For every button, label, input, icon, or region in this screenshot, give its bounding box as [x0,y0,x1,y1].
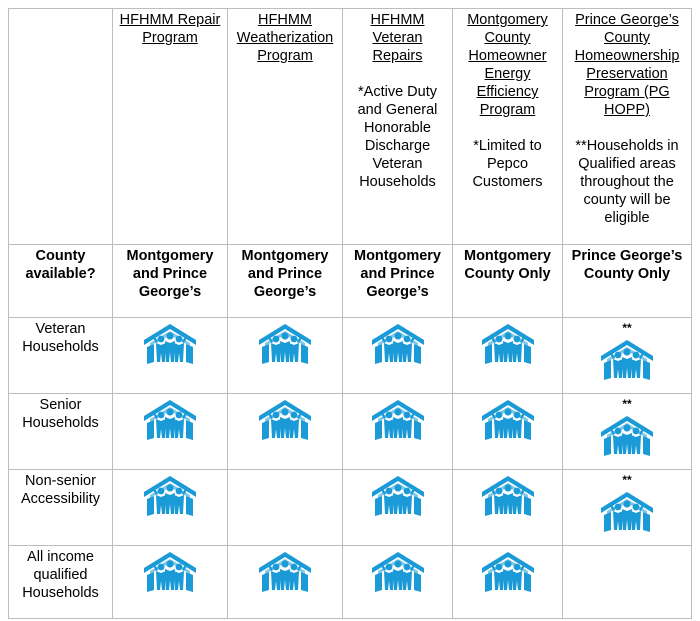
habitat-logo-icon [598,412,656,458]
cell-content [567,472,687,534]
row-label: Veteran Households [9,318,113,394]
column-note: *Active Duty and General Honorable Discharge Veteran Households [357,84,438,190]
asterisk-note: ** [622,321,632,335]
habitat-logo-icon [369,320,427,366]
table-cell [113,470,228,546]
table-cell [113,318,228,394]
program-eligibility-table [8,8,692,619]
row-label: Non-senior Accessibility [9,470,113,546]
column-note: *Limited to Pepco Customers [472,138,543,190]
habitat-logo-icon [141,396,199,442]
habitat-logo-icon [141,472,199,518]
habitat-logo-icon [256,548,314,594]
habitat-logo-icon [479,548,537,594]
table-cell [453,318,563,394]
county-value: Montgomery County Only [453,245,563,318]
cell-content [567,320,687,382]
county-row [9,245,692,318]
habitat-logo-icon [141,548,199,594]
habitat-logo-icon [256,320,314,366]
cell-content [232,396,338,442]
column-title[interactable]: Prince George’s County Homeownership Preservation Program (PG HOPP) [574,12,680,118]
county-value: Montgomery and Prince George’s [343,245,453,318]
habitat-logo-icon [598,488,656,534]
column-header [563,9,692,245]
habitat-logo-icon [598,336,656,382]
table-row [9,394,692,470]
cell-content [347,472,448,518]
table-cell [343,318,453,394]
column-header [228,9,343,245]
table-cell [563,318,692,394]
county-value: Prince George’s County Only [563,245,692,318]
asterisk-note: ** [622,473,632,487]
table-cell [343,546,453,619]
column-note: **Households in Qualified areas throughout the county will be eligible [575,138,679,226]
habitat-logo-icon [141,320,199,366]
asterisk-note: ** [622,397,632,411]
table-row [9,470,692,546]
habitat-logo-icon [256,396,314,442]
cell-content [457,320,558,366]
cell-content [117,396,223,442]
table-cell [228,546,343,619]
row-label: All income qualified Households [9,546,113,619]
table-cell [343,394,453,470]
cell-content [347,396,448,442]
column-header [453,9,563,245]
table-cell [453,394,563,470]
table-cell [113,546,228,619]
county-value: Montgomery and Prince George’s [228,245,343,318]
habitat-logo-icon [479,320,537,366]
cell-content [457,548,558,594]
header-row [9,9,692,245]
habitat-logo-icon [369,396,427,442]
column-title[interactable]: HFHMM Repair Program [119,12,221,46]
column-header [343,9,453,245]
table-cell [228,394,343,470]
column-title[interactable]: HFHMM Weatherization Program [236,12,334,64]
cell-content [457,472,558,518]
table-cell [343,470,453,546]
column-title[interactable]: Montgomery County Homeowner Energy Efficiency Program [467,12,548,118]
habitat-logo-icon [479,472,537,518]
table-cell [453,470,563,546]
table-cell [563,470,692,546]
cell-content [567,396,687,458]
table-row [9,546,692,619]
corner-cell [9,9,113,245]
table-row [9,318,692,394]
habitat-logo-icon [479,396,537,442]
habitat-logo-icon [369,548,427,594]
row-label: Senior Households [9,394,113,470]
cell-content [232,548,338,594]
cell-content [232,320,338,366]
county-value: Montgomery and Prince George’s [113,245,228,318]
table-cell [563,394,692,470]
column-header [113,9,228,245]
column-title[interactable]: HFHMM Veteran Repairs [370,12,425,64]
cell-content [117,472,223,518]
table-cell [228,470,343,546]
table-cell [228,318,343,394]
cell-content [117,548,223,594]
county-row-label: County available? [9,245,113,318]
cell-content [347,548,448,594]
table-cell [453,546,563,619]
cell-content [347,320,448,366]
habitat-logo-icon [369,472,427,518]
table-cell [563,546,692,619]
cell-content [457,396,558,442]
table-cell [113,394,228,470]
cell-content [117,320,223,366]
